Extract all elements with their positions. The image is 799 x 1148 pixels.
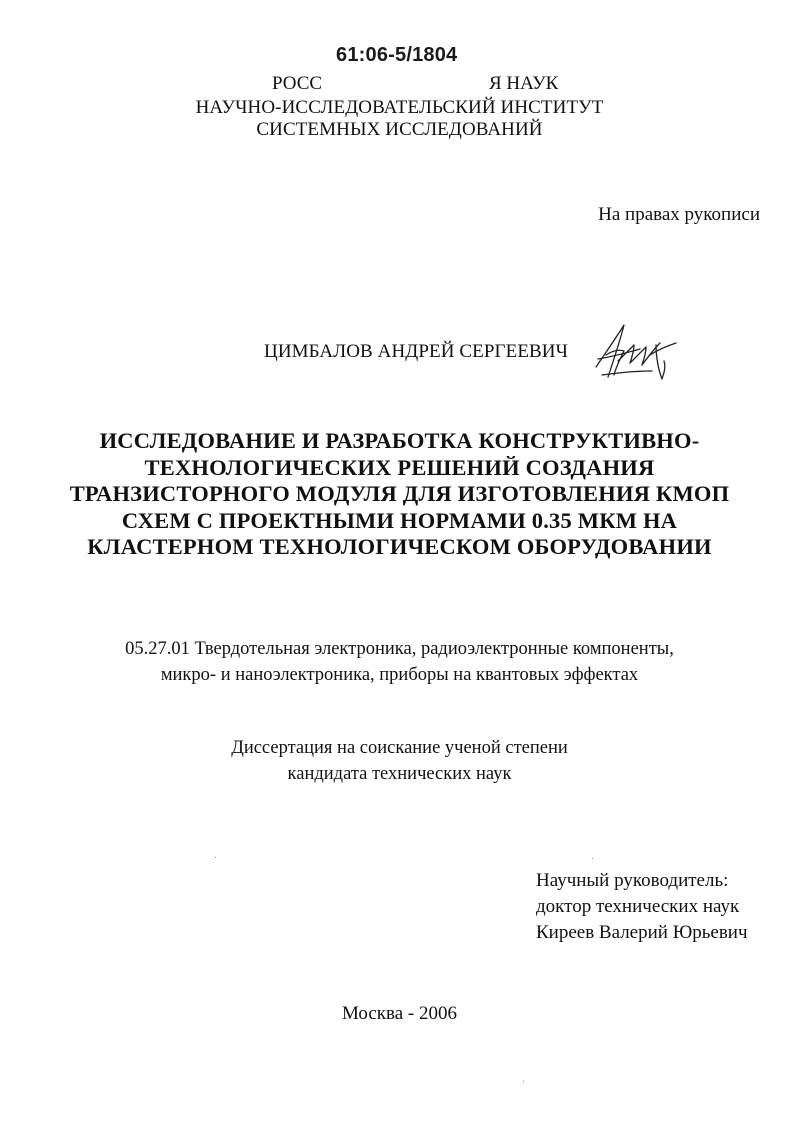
degree-line2: кандидата технических наук (287, 764, 512, 784)
dissertation-title (0, 428, 799, 561)
degree-line1: Диссертация на соискание ученой степени (231, 738, 568, 758)
scan-speck (592, 858, 593, 859)
organization-line1-right: Я НАУК (489, 73, 559, 94)
scan-speck (523, 1081, 524, 1082)
title-line: ТРАНЗИСТОРНОГО МОДУЛЯ ДЛЯ ИЗГОТОВЛЕНИЯ КМОП (69, 481, 730, 506)
archive-stamp: 61:06-5/1804 (336, 44, 458, 66)
specialty-line1: 05.27.01 Твердотельная электроника, радиоэлектронные компоненты, (125, 639, 674, 659)
title-line: ИССЛЕДОВАНИЕ И РАЗРАБОТКА КОНСТРУКТИВНО- (99, 428, 700, 453)
signature-image (590, 315, 682, 385)
supervisor-degree: доктор технических наук (536, 896, 740, 917)
supervisor-label: Научный руководитель: (536, 870, 729, 891)
organization-line1-left: РОСС (272, 73, 323, 94)
supervisor-name: Киреев Валерий Юрьевич (536, 922, 748, 943)
supervisor-block (536, 868, 748, 946)
dissertation-degree (0, 735, 799, 787)
scan-speck (215, 857, 216, 858)
title-line: ТЕХНОЛОГИЧЕСКИХ РЕШЕНИЙ СОЗДАНИЯ (144, 454, 655, 480)
author-name: ЦИМБАЛОВ АНДРЕЙ СЕРГЕЕВИЧ (264, 341, 569, 362)
organization-line3: СИСТЕМНЫХ ИССЛЕДОВАНИЙ (256, 119, 543, 140)
specialty-block (0, 636, 799, 688)
city-year: Москва - 2006 (341, 1003, 458, 1024)
title-line: КЛАСТЕРНОМ ТЕХНОЛОГИЧЕСКОМ ОБОРУДОВАНИИ (87, 534, 712, 559)
organization-line2: НАУЧНО-ИССЛЕДОВАТЕЛЬСКИЙ ИНСТИТУТ (195, 97, 604, 118)
title-line: СХЕМ С ПРОЕКТНЫМИ НОРМАМИ 0.35 МКМ НА (121, 507, 678, 533)
specialty-line2: микро- и наноэлектроника, приборы на квантовых эффектах (160, 665, 639, 685)
rights-notice: На правах рукописи (598, 204, 760, 225)
